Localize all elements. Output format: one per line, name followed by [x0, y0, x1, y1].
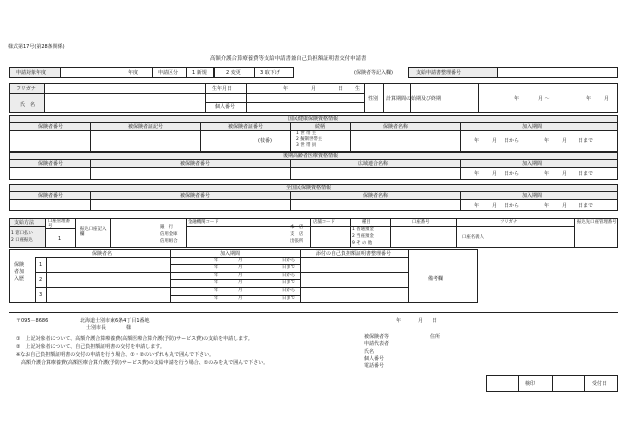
- kokuho-col-insurer-name: 保険者名称: [383, 124, 409, 130]
- kokuho-from-day: 日から: [504, 138, 520, 144]
- meigi-label: 口座名義人: [462, 235, 484, 240]
- hist2-from-month: 月: [238, 273, 243, 278]
- hist1-to-month: 月: [238, 265, 243, 270]
- zenkoku-heading: 全国民保険資格情報: [286, 185, 332, 191]
- recipient: 士別市長 様: [86, 325, 132, 331]
- zenkoku-to-year: 年: [544, 203, 550, 209]
- method-option-madoguchi[interactable]: 1 窓口払い: [11, 231, 33, 236]
- period-year-end: 年: [586, 96, 592, 102]
- tenpo-code-label: 店舗コード: [313, 220, 335, 225]
- hist3-to-month: 月: [238, 296, 243, 301]
- zenkoku-from-year: 年: [474, 203, 480, 209]
- kokuho-from-month: 月: [492, 138, 498, 144]
- postal-code: 〒095－8686: [16, 318, 49, 324]
- birth-label: 生年月日: [212, 86, 233, 92]
- zenkoku-col-bango: 被保険者番号: [180, 193, 211, 199]
- furigana-label: フリガナ: [16, 86, 36, 92]
- history-side-label: 保険者加入歴: [14, 262, 25, 282]
- date-year: 年: [396, 318, 402, 324]
- koki-from-day: 日から: [504, 171, 520, 177]
- kubun-option-2[interactable]: 2 変更: [226, 70, 241, 76]
- hist1-to-year: 年: [214, 265, 219, 270]
- hist2-to-month: 月: [238, 280, 243, 285]
- kubun-option-1[interactable]: 1 新規: [192, 70, 207, 76]
- zenkoku-from-day: 日から: [504, 203, 520, 209]
- kojin-label: 個人番号: [215, 104, 236, 110]
- kokuho-col-insurer-no: 保険者番号: [38, 124, 64, 130]
- bank-furigana-label: フリガナ: [500, 220, 518, 225]
- hist3-from-day: 日から: [282, 288, 296, 293]
- form-number: 様式第17号(第28条関係): [8, 44, 65, 50]
- kokuho-col-period: 加入期間: [522, 124, 543, 130]
- phone-label: 電話番号: [364, 363, 385, 369]
- history-col-bikou: 備考欄: [428, 276, 444, 282]
- birth-year: 年: [283, 86, 289, 92]
- period-month-end: 月: [604, 96, 610, 102]
- zokugara-option-3[interactable]: 3 世 帯 員: [296, 143, 317, 148]
- hist3-from-month: 月: [238, 288, 243, 293]
- hist2-to-day: 日まで: [282, 280, 296, 285]
- kokuho-col-bango: 被保険者証番号: [228, 124, 264, 130]
- method-option-furikomi[interactable]: 2 口座振込: [11, 238, 33, 243]
- kouza-no-label: 口座番号: [412, 220, 430, 225]
- hist2-from-day: 日から: [282, 273, 296, 278]
- koki-col-insurer-no: 保険者番号: [38, 161, 64, 167]
- birth-month: 月: [311, 86, 317, 92]
- hist1-from-day: 日から: [282, 258, 296, 263]
- note-2: ② 上記対象者について、自己負担額証明書の交付を申請します。: [16, 344, 165, 350]
- furikomi-label: 振込口座記入欄: [80, 227, 107, 237]
- period-year-start: 年: [514, 96, 520, 102]
- office-address: 北海道士別市東6条4丁目1番地: [80, 318, 150, 324]
- note-1: ① 上記対象者について、高額介護合算療養費(高額医療合算介護(予防)サービス費)の支給を申請します。: [16, 336, 253, 342]
- name-label: 氏 名: [20, 102, 36, 108]
- addr-label: 住所: [430, 334, 441, 340]
- kokuho-to-month: 月: [562, 138, 568, 144]
- nendo-label: 年度: [128, 70, 139, 76]
- branch-no-label: 支給申請書整理番号: [416, 70, 462, 76]
- shumoku-label: 種目: [362, 220, 371, 225]
- hist3-from-year: 年: [214, 288, 219, 293]
- birth-sei: 生: [355, 86, 361, 92]
- kokuho-to-year: 年: [544, 138, 550, 144]
- receipt-date-label: 受付日: [592, 381, 608, 387]
- note-3: ※なお自己負担額証明書の交付の申請を行う場合、①・②のいずれも丸で囲んで下さい。: [16, 352, 215, 358]
- history-col-insurer: 保険者名: [92, 251, 113, 257]
- date-month: 月: [418, 318, 424, 324]
- zokugara-option-1[interactable]: 1 世 帯 主: [296, 131, 317, 136]
- kokuho-heading: 国民健康保険資格情報: [288, 116, 339, 122]
- koki-from-year: 年: [474, 171, 480, 177]
- period-month-start: 月 〜: [538, 96, 550, 102]
- koki-from-month: 月: [492, 171, 498, 177]
- kubun-label: 申請区分: [158, 70, 179, 76]
- form-title: 高額介護合算療養費等支給申請書兼自己負担額証明書交付申請書: [210, 56, 367, 62]
- bank-type-ginko[interactable]: 銀 行: [160, 225, 174, 230]
- birth-day: 日: [338, 86, 344, 92]
- insured-label: 被保険者等: [364, 334, 390, 340]
- shumoku-option-toza[interactable]: 2 当座預金: [352, 234, 374, 239]
- hist1-from-year: 年: [214, 258, 219, 263]
- zenkoku-to-day: 日まで: [578, 203, 594, 209]
- koki-to-year: 年: [544, 171, 550, 177]
- zenkoku-col-insurer-no: 保険者番号: [38, 193, 64, 199]
- history-col-period: 加入期間: [220, 251, 241, 257]
- footer-kojin-label: 個人番号: [364, 356, 385, 362]
- shumoku-option-other[interactable]: 9 そ の 他: [352, 241, 373, 246]
- hist3-to-year: 年: [214, 296, 219, 301]
- koki-col-bango: 被保険者番号: [180, 161, 211, 167]
- kokuho-to-day: 日まで: [578, 138, 594, 144]
- koki-to-day: 日まで: [578, 171, 594, 177]
- method-label: 支給方法: [14, 220, 35, 226]
- kokuho-from-year: 年: [474, 138, 480, 144]
- history-col-seiri-no: 添付の自己負担額証明書整理番号: [316, 251, 392, 257]
- zenkoku-from-month: 月: [492, 203, 498, 209]
- hist1-to-day: 日まで: [282, 265, 296, 270]
- hist3-to-day: 日まで: [282, 296, 296, 301]
- branch-type-shucchojo[interactable]: 出張所: [290, 239, 304, 244]
- shumoku-option-futsu[interactable]: 1 普通預金: [352, 227, 374, 232]
- kikan-code-label: 金融機関コード: [188, 220, 219, 225]
- insurer-note: (保険者等記入欄): [354, 70, 393, 76]
- koki-heading: 後期高齢者医療資格情報: [283, 153, 339, 159]
- check-stamp-label: 検印: [525, 381, 536, 387]
- koki-col-period: 加入期間: [522, 161, 543, 167]
- branch-type-shiten[interactable]: 支 店: [290, 232, 304, 237]
- zenkoku-col-period: 加入期間: [522, 193, 543, 199]
- koki-col-kouiki: 広域連合名称: [358, 161, 389, 167]
- hist2-from-year: 年: [214, 273, 219, 278]
- zokugara-option-2[interactable]: 2 擬制世帯主: [296, 137, 323, 142]
- date-day: 日: [432, 318, 438, 324]
- rentai-label: 振込先口座管理番号: [577, 220, 617, 225]
- kokuho-edaban: (枝番): [258, 138, 272, 144]
- year-label: 申請対象年度: [16, 70, 47, 76]
- note-4: 高額介護合算療養費(高額医療合算介護(予防)サービス費)の支給申請を行う場合、①のみを丸で囲んで下さい。: [16, 360, 269, 366]
- zenkoku-col-insurer-name: 保険者名称: [363, 193, 389, 199]
- branch-type-honten[interactable]: 本 店: [290, 225, 304, 230]
- hist2-to-year: 年: [214, 280, 219, 285]
- bank-type-shinkin[interactable]: 信用金庫: [160, 232, 178, 237]
- footer-name-label: 氏名: [364, 349, 375, 355]
- kouza-kanri-label: 口座管理番号: [48, 219, 70, 229]
- kokuho-col-kigo: 被保険者証記号: [128, 124, 164, 130]
- applicant-label: 申請代表者: [364, 341, 390, 347]
- sex-label: 性別: [368, 96, 379, 102]
- kubun-option-3[interactable]: 3 取下げ: [260, 70, 280, 76]
- kokuho-col-zokugara: 続柄: [315, 124, 326, 130]
- bank-type-shinkumi[interactable]: 信用組合: [160, 239, 178, 244]
- period-label: 計算期間の始期及び終期: [386, 96, 442, 102]
- kouza-kanri-no: 1: [58, 236, 62, 242]
- history-row-2: 2: [39, 277, 43, 283]
- hist1-from-month: 月: [238, 258, 243, 263]
- zenkoku-to-month: 月: [562, 203, 568, 209]
- history-row-1: 1: [39, 262, 43, 268]
- history-row-3: 3: [39, 292, 43, 298]
- koki-to-month: 月: [562, 171, 568, 177]
